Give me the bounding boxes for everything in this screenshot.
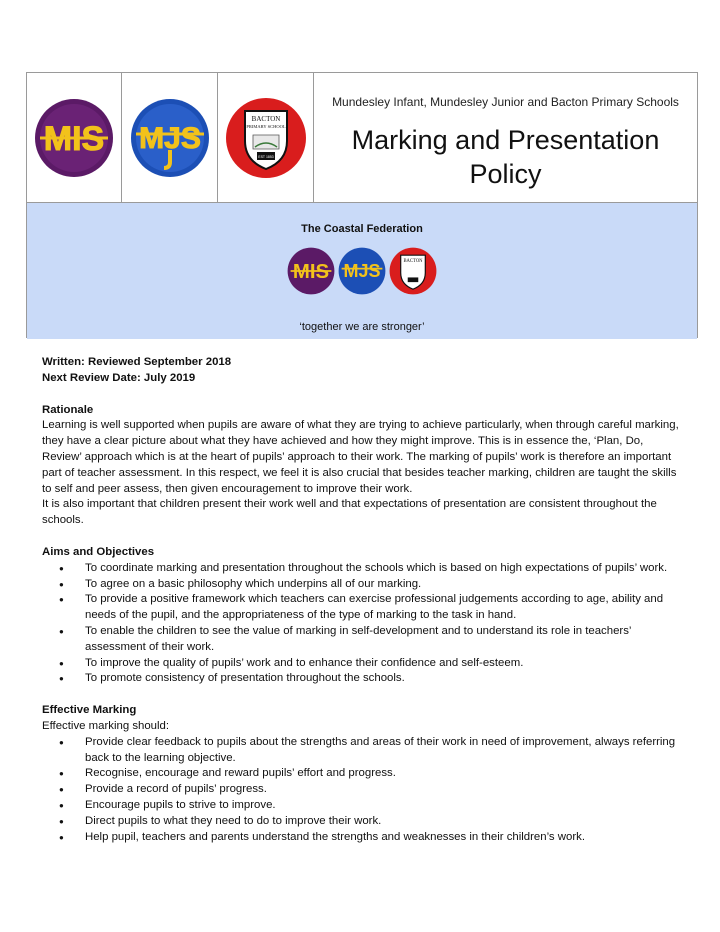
svg-text:BACTON: BACTON: [403, 259, 423, 265]
list-item: ● To agree on a basic philosophy which underpins all of our marking.: [85, 577, 682, 593]
svg-text:MJS: MJS: [138, 121, 201, 155]
svg-text:EST 1853: EST 1853: [257, 154, 274, 159]
effective-marking-list: [42, 735, 682, 846]
svg-text:MIS: MIS: [43, 119, 105, 158]
list-item: ● To coordinate marking and presentation throughout the schools which is based on high expectations of pupils’ work.: [85, 561, 682, 577]
policy-body: [42, 355, 682, 845]
header-table: [26, 72, 698, 338]
effective-marking-heading: Effective Marking: [42, 704, 137, 717]
header-row: [27, 73, 697, 203]
rationale-heading: Rationale: [42, 403, 94, 416]
logo-cell-mjs: [122, 73, 218, 202]
aims-list: [42, 561, 682, 687]
list-item: ● Provide a record of pupils’ progress.: [85, 782, 682, 798]
list-item: ● To provide a positive framework which teachers can exercise professional judgements according to age, ability and needs of the pupil, and the appropriateness of the type of marking to the task in hand.: [85, 592, 682, 624]
bacton-crest-small-icon: [389, 247, 437, 295]
rationale-paragraph-1: Learning is well supported when pupils are aware of what they are trying to achieve particularly, when through careful marking, they have a clear picture about what they have achieved and how they might improve. This is in essence the, ‘Plan, Do, Review’ approach which is at the heart of pupils’ approach to their work. The marking of pupils’ work is therefore an important part of teacher assessment. In this respect, we feel it is also crucial that besides teacher marking, children are taught the skills to self and peer assess, then given encouragement to improve their work.: [42, 419, 679, 495]
list-item: ● To enable the children to see the value of marking in self-development and to understand its role in teachers’ assessment of their work.: [85, 624, 682, 656]
next-review-date: Next Review Date: July 2019: [42, 371, 196, 384]
written-date: Written: Reviewed September 2018: [42, 356, 232, 368]
logo-cell-bacton: [218, 73, 314, 202]
list-item: ● Provide clear feedback to pupils about the strengths and areas of their work in need of improvement, always referring back to the learning objective.: [85, 735, 682, 767]
title-line-2: Policy: [469, 159, 542, 189]
federation-motto: ‘together we are stronger’: [299, 321, 425, 333]
svg-text:MIS: MIS: [292, 261, 330, 284]
rationale-paragraph-2: It is also important that children present their work well and that expectations of presentation are consistent throughout the schools.: [42, 498, 657, 527]
federation-title: The Coastal Federation: [301, 223, 423, 235]
page-title: [314, 123, 697, 191]
logo-cell-mis: [27, 73, 122, 202]
aims-heading: Aims and Objectives: [42, 545, 155, 558]
list-item: ● To improve the quality of pupils’ work and to enhance their confidence and self-esteem.: [85, 656, 682, 672]
mis-logo-icon: [34, 98, 114, 178]
mis-logo-small-icon: [287, 247, 335, 295]
list-item: ● Encourage pupils to strive to improve.: [85, 798, 682, 814]
federation-logos: [27, 247, 697, 295]
schools-line: Mundesley Infant, Mundesley Junior and Bacton Primary Schools: [332, 95, 679, 109]
mjs-logo-small-icon: [338, 247, 386, 295]
list-item: ● Help pupil, teachers and parents understand the strengths and weaknesses in their children’s work.: [85, 830, 682, 846]
svg-text:MJS: MJS: [343, 261, 381, 281]
list-item: ● Direct pupils to what they need to do to improve their work.: [85, 814, 682, 830]
svg-text:PRIMARY SCHOOL: PRIMARY SCHOOL: [245, 123, 286, 129]
bacton-crest-icon: [225, 97, 307, 179]
effective-marking-intro: Effective marking should:: [42, 719, 170, 732]
federation-banner: [27, 203, 697, 339]
title-line-1: Marking and Presentation: [351, 125, 660, 155]
list-item: ● Recognise, encourage and reward pupils’ effort and progress.: [85, 766, 682, 782]
svg-text:BACTON: BACTON: [251, 114, 280, 123]
title-cell: [314, 73, 697, 202]
mjs-logo-icon: [130, 98, 210, 178]
list-item: ● To promote consistency of presentation throughout the schools.: [85, 671, 682, 687]
